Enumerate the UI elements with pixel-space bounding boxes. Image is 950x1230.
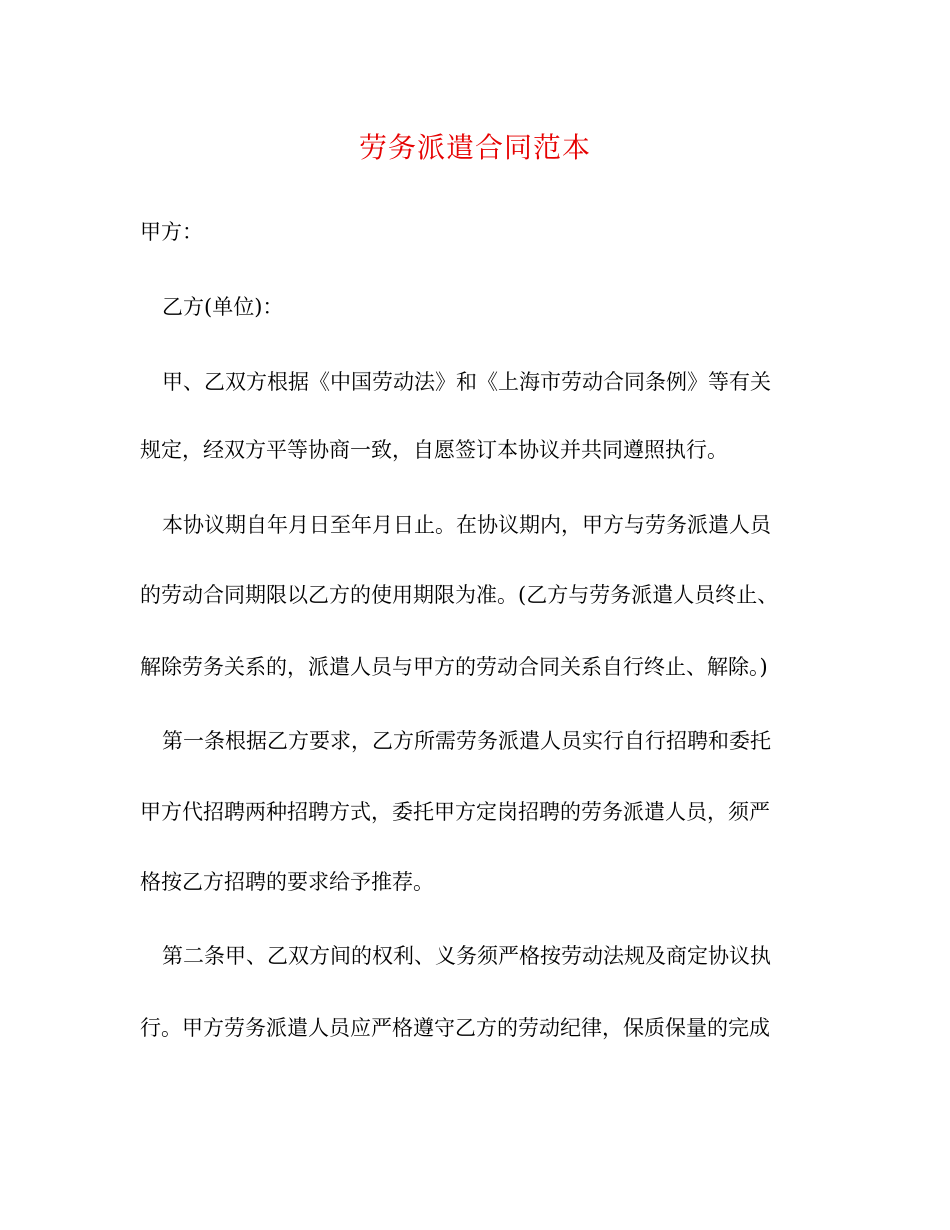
paragraph-line: 甲、乙双方根据《中国劳动法》和《上海市劳动合同条例》等有关 — [162, 370, 771, 394]
party-a-line: 甲方： — [140, 220, 203, 244]
paragraph-line: 第二条甲、乙双方间的权利、义务须严格按劳动法规及商定协议执 — [162, 944, 771, 968]
document-title: 劳务派遣合同范本 — [358, 131, 591, 164]
paragraph-line: 规定，经双方平等协商一致，自愿签订本协议并共同遵照执行。 — [140, 438, 728, 462]
paragraph-line: 的劳动合同期限以乙方的使用期限为准。(乙方与劳务派遣人员终止、 — [140, 583, 779, 607]
paragraph-line: 第一条根据乙方要求，乙方所需劳务派遣人员实行自行招聘和委托 — [162, 729, 771, 753]
paragraph-line: 解除劳务关系的，派遣人员与甲方的劳动合同关系自行终止、解除。) — [140, 655, 768, 679]
party-b-line: 乙方(单位)： — [162, 295, 284, 319]
paragraph-line: 甲方代招聘两种招聘方式，委托甲方定岗招聘的劳务派遣人员，须严 — [140, 800, 770, 824]
paragraph-line: 本协议期自年月日至年月日止。在协议期内，甲方与劳务派遣人员 — [162, 513, 771, 537]
paragraph-line: 格按乙方招聘的要求给予推荐。 — [140, 870, 434, 894]
paragraph-line: 行。甲方劳务派遣人员应严格遵守乙方的劳动纪律，保质保量的完成 — [140, 1016, 770, 1040]
